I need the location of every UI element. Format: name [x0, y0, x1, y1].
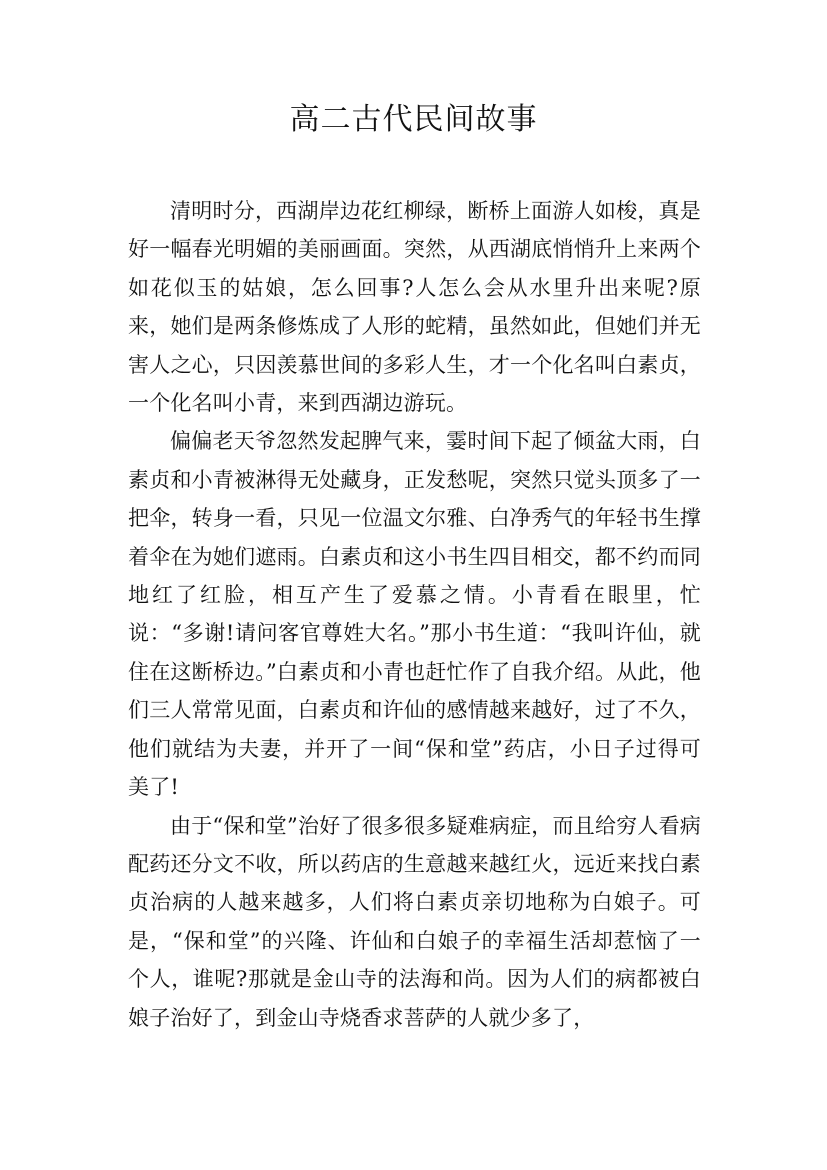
paragraph: 由于“保和堂”治好了很多很多疑难病症，而且给穷人看病配药还分文不收，所以药店的生意越来越红火，远近来找白素贞治病的人越来越多，人们将白素贞亲切地称为白娘子。可是，“保和堂”的兴隆、许仙和白娘子的幸福生活却惹恼了一个人，谁呢?那就是金山寺的法海和尚。因为人们的病都被白娘子治好了，到金山寺烧香求菩萨的人就少多了， [128, 813, 701, 1030]
paragraph: 清明时分，西湖岸边花红柳绿，断桥上面游人如梭，真是好一幅春光明媚的美丽画面。突然，从西湖底悄悄升上来两个如花似玉的姑娘，怎么回事?人怎么会从水里升出来呢?原来，她们是两条修炼成了人形的蛇精，虽然如此，但她们并无害人之心，只因羡慕世间的多彩人生，才一个化名叫白素贞，一个化名叫小青，来到西湖边游玩。 [128, 199, 701, 416]
document-body [128, 192, 701, 1037]
document-title: 高二古代民间故事 [289, 102, 538, 137]
paragraph: 偏偏老天爷忽然发起脾气来，霎时间下起了倾盆大雨，白素贞和小青被淋得无处藏身，正发愁呢，突然只觉头顶多了一把伞，转身一看，只见一位温文尔雅、白净秀气的年轻书生撑着伞在为她们遮雨。白素贞和这小书生四目相交，都不约而同地红了红脸，相互产生了爱慕之情。小青看在眼里，忙说：“多谢!请问客官尊姓大名。”那小书生道：“我叫许仙，就住在这断桥边。”白素贞和小青也赶忙作了自我介绍。从此，他们三人常常见面，白素贞和许仙的感情越来越好，过了不久，他们就结为夫妻，并开了一间“保和堂”药店，小日子过得可美了! [128, 429, 701, 800]
